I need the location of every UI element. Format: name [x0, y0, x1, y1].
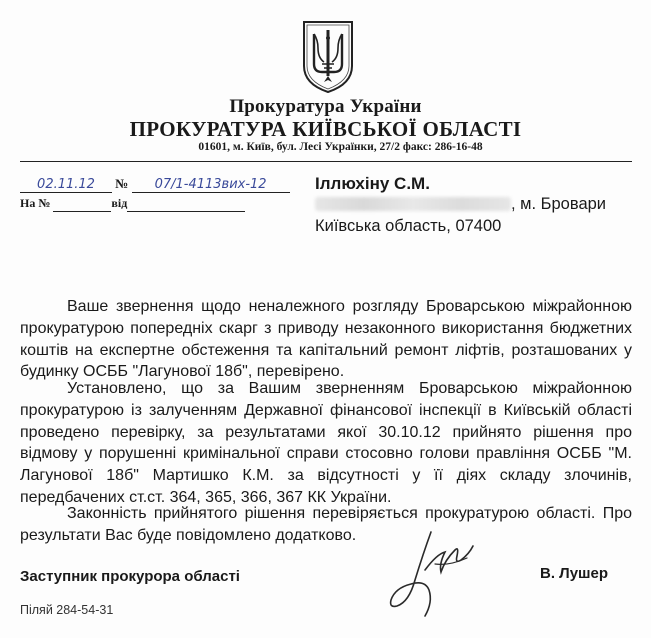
body-paragraph-1: Ваше звернення щодо неналежного розгляду Броварською міжрайонною прокуратурою попередніх скарг з приводу незаконного використання бюджетних коштів на експертне обстеження та капітальний ремонт ліфтів, розташованих у будинку ОСББ "Лагунової 18б", перевірено.	[20, 298, 632, 381]
outgoing-number: 07/1-4113вих-12	[154, 177, 267, 192]
reply-to-label: На №	[20, 196, 51, 210]
organization-department: ПРОКУРАТУРА КИЇВСЬКОЇ ОБЛАСТІ	[129, 117, 522, 141]
handwritten-signature-icon	[385, 514, 485, 624]
organization-address: 01601, м. Київ, бул. Лесі Українки, 27/2 факс: 286-16-48	[198, 141, 483, 153]
signer-position: Заступник прокурора області	[20, 568, 240, 585]
trident-coat-of-arms-icon	[300, 20, 356, 94]
recipient-name: Іллюхіну С.М.	[315, 174, 430, 193]
incoming-reference	[20, 196, 245, 212]
number-label: №	[115, 176, 129, 191]
recipient-street	[315, 195, 606, 214]
outgoing-date: 02.11.12	[37, 177, 95, 192]
recipient-city: , м. Бровари	[511, 195, 607, 213]
body-paragraph-2: Установлено, що за Вашим зверненням Броварською міжрайонною прокуратурою із залученням Державної фінансової інспекції в Київській області проведено перевірку, за результатами якої 30.10.12 прийнято рішення про відмову у порушенні кримінальної справи стосовно голови правління ОСББ "М. Лагунової 18б" Мартишко К.М. за відсутності у її діях складу злочинів, передбачених ст.ст. 364, 365, 366, 367 КК України.	[20, 380, 632, 506]
header-divider	[20, 161, 632, 162]
executor-footer: Піляй 284-54-31	[20, 603, 114, 617]
organization-name: Прокуратура України	[229, 96, 422, 117]
from-label: від	[111, 196, 128, 210]
redacted-street	[315, 197, 511, 211]
recipient-region: Київська область, 07400	[315, 217, 502, 235]
body-paragraph-3: Законність прийнятого рішення перевіряється прокуратурою області. Про результати Вас буде повідомлено додатково.	[20, 505, 632, 544]
signer-name: В. Лушер	[540, 565, 609, 582]
outgoing-reference	[20, 176, 290, 193]
